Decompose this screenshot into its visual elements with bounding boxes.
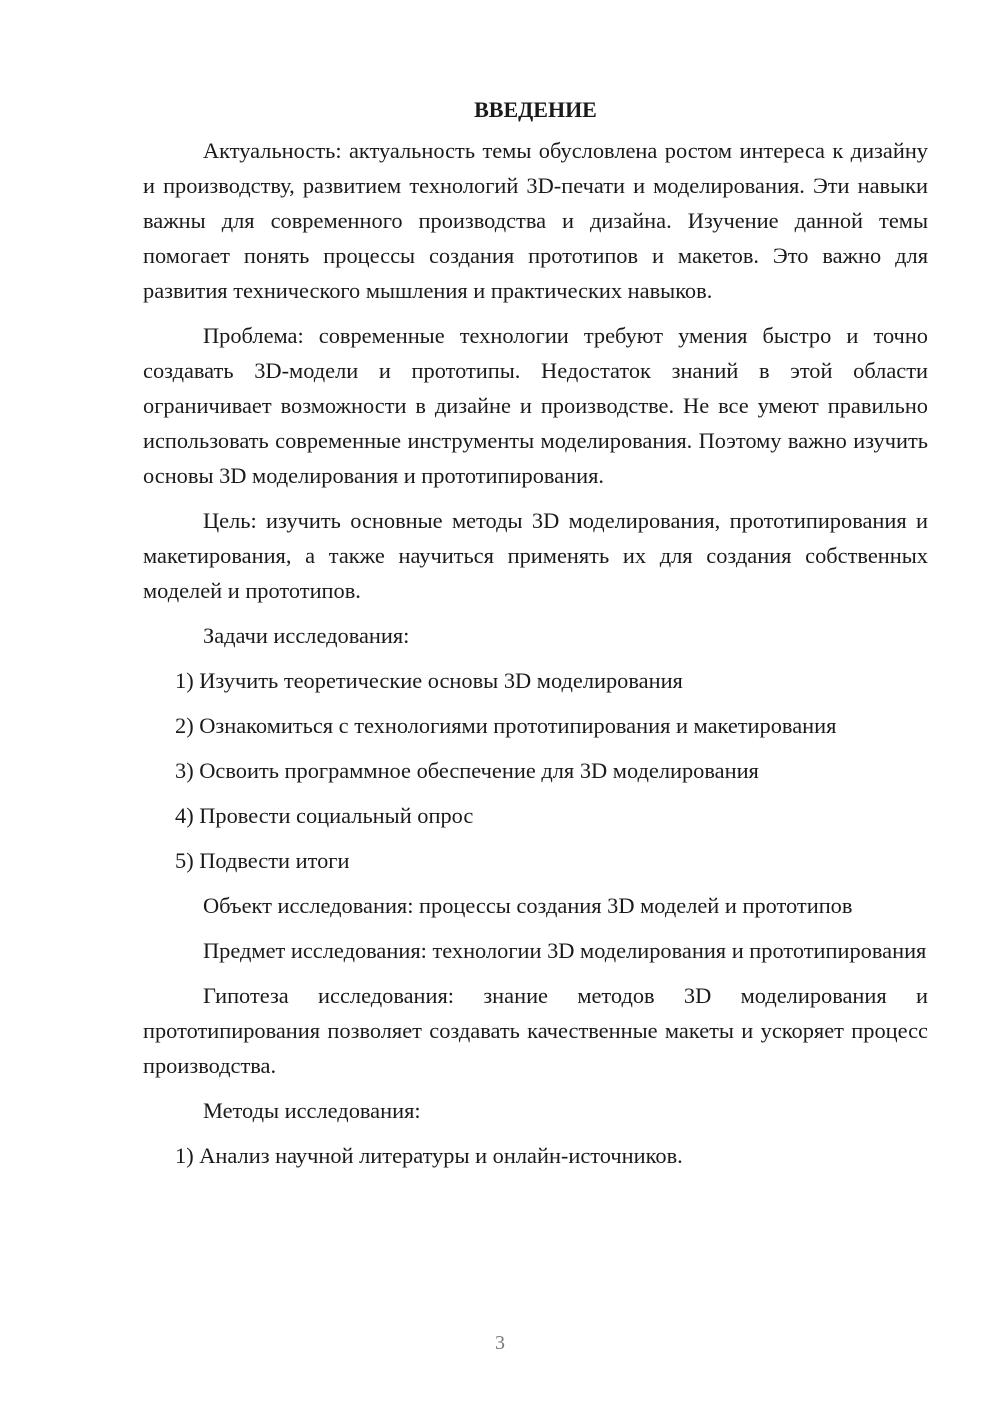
section-title: ВВЕДЕНИЕ — [474, 97, 597, 122]
page-number: 3 — [495, 1332, 505, 1354]
methods-heading: Методы исследования: — [203, 1098, 421, 1123]
list-item: 4) Провести социальный опрос — [175, 803, 474, 828]
document-page — [143, 92, 928, 1183]
tasks-list — [143, 663, 928, 878]
list-item: 1) Анализ научной литературы и онлайн-источников. — [175, 1143, 683, 1168]
paragraph-goal: Цель: изучить основные методы 3D моделирования, прототипирования и макетирования, а также научиться применять их для создания собственных моделей и прототипов. — [143, 508, 928, 603]
list-item: 5) Подвести итоги — [175, 848, 350, 873]
list-item: 2) Ознакомиться с технологиями прототипирования и макетирования — [175, 713, 837, 738]
methods-list — [143, 1138, 928, 1173]
paragraph-hypothesis: Гипотеза исследования: знание методов 3D моделирования и прототипирования позволяет создавать качественные макеты и ускоряет процесс производства. — [143, 983, 928, 1078]
paragraph-relevance: Актуальность: актуальность темы обусловлена ростом интереса к дизайну и производству, развитием технологий 3D-печати и моделирования. Эти навыки важны для современного производства и дизайна. Изучение данной темы помогает понять процессы создания прототипов и макетов. Это важно для развития технического мышления и практических навыков. — [143, 138, 928, 303]
list-item: 1) Изучить теоретические основы 3D моделирования — [175, 668, 683, 693]
paragraph-problem: Проблема: современные технологии требуют умения быстро и точно создавать 3D-модели и прототипы. Недостаток знаний в этой области ограничивает возможности в дизайне и производстве. Не все умеют правильно использовать современные инструменты моделирования. Поэтому важно изучить основы 3D моделирования и прототипирования. — [143, 323, 928, 488]
paragraph-subject: Предмет исследования: технологии 3D моделирования и прототипирования — [203, 938, 927, 963]
tasks-heading: Задачи исследования: — [203, 623, 410, 648]
paragraph-object: Объект исследования: процессы создания 3D моделей и прототипов — [203, 893, 853, 918]
list-item: 3) Освоить программное обеспечение для 3D моделирования — [175, 758, 759, 783]
